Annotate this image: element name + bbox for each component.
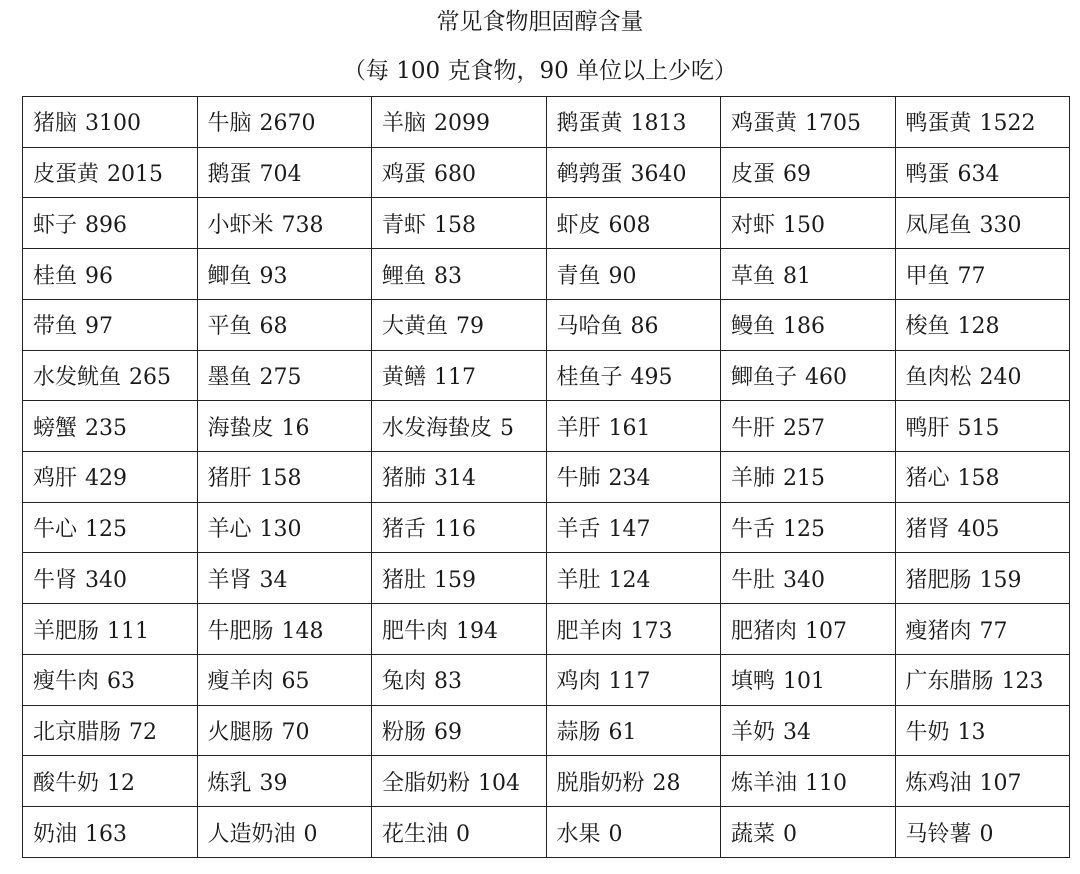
food-cell [197,756,372,807]
food-cell [23,452,198,503]
food-cell [23,249,198,300]
food-cell [895,654,1070,705]
food-name: 猪肾 [905,517,950,543]
cholesterol-value: 68 [259,314,288,340]
food-cell [372,299,547,350]
food-name: 羊肾 [207,567,252,593]
food-cell [546,705,721,756]
cholesterol-value: 608 [608,212,651,238]
cholesterol-value: 117 [434,364,477,390]
food-cell [546,654,721,705]
food-name: 螃蟹 [33,415,78,441]
cholesterol-value: 96 [85,263,114,289]
food-cell [895,452,1070,503]
cholesterol-value: 16 [281,415,310,441]
food-cell [197,350,372,401]
food-cell [372,502,547,553]
cholesterol-value: 79 [456,314,485,340]
food-cell [372,198,547,249]
cholesterol-value: 97 [85,314,114,340]
cholesterol-value: 0 [456,821,471,847]
food-name: 水发海蛰皮 [382,415,493,441]
cholesterol-value: 215 [783,466,826,492]
food-name: 肥牛肉 [382,618,449,644]
food-name: 带鱼 [33,314,78,340]
food-cell [197,654,372,705]
food-name: 鸭肝 [905,415,950,441]
food-cell [197,299,372,350]
food-name: 羊肚 [556,567,601,593]
cholesterol-value: 81 [783,263,812,289]
food-name: 羊肝 [556,415,601,441]
food-cell [546,198,721,249]
table-row [23,147,1070,198]
food-name: 瘦牛肉 [33,669,100,695]
cholesterol-value: 90 [608,263,637,289]
food-name: 鲤鱼 [382,263,427,289]
food-name: 奶油 [33,821,78,847]
food-name: 水果 [556,821,601,847]
cholesterol-value: 158 [957,466,1000,492]
food-cell [546,147,721,198]
cholesterol-value: 330 [979,212,1022,238]
cholesterol-value: 111 [107,618,150,644]
cholesterol-value: 275 [259,364,302,390]
food-cell [895,604,1070,655]
food-name: 青虾 [382,212,427,238]
table-row [23,654,1070,705]
table-row [23,604,1070,655]
food-cell [197,452,372,503]
food-name: 牛心 [33,517,78,543]
cholesterol-value: 704 [259,162,302,188]
cholesterol-value: 495 [630,364,673,390]
table-row [23,249,1070,300]
food-name: 鲫鱼 [207,263,252,289]
food-name: 填鸭 [731,669,776,695]
food-cell [372,147,547,198]
food-name: 火腿肠 [207,719,274,745]
food-name: 猪肺 [382,466,427,492]
food-cell [23,756,198,807]
food-name: 花生油 [382,821,449,847]
cholesterol-value: 83 [434,263,463,289]
cholesterol-value: 150 [783,212,826,238]
cholesterol-value: 12 [107,770,136,796]
food-name: 蔬菜 [731,821,776,847]
cholesterol-value: 429 [85,466,128,492]
food-cell [546,807,721,858]
food-name: 猪肥肠 [905,567,972,593]
food-cell [895,147,1070,198]
food-cell [721,502,896,553]
food-cell [372,401,547,452]
food-name: 肥猪肉 [731,618,798,644]
food-cell [197,705,372,756]
food-cell [546,553,721,604]
cholesterol-value: 39 [259,770,288,796]
food-name: 广东腊肠 [905,669,994,695]
food-name: 脱脂奶粉 [556,770,645,796]
food-cell [721,553,896,604]
cholesterol-value: 163 [85,821,128,847]
cholesterol-value: 0 [783,821,798,847]
food-cell [546,502,721,553]
food-name: 牛肥肠 [207,618,274,644]
food-cell [372,756,547,807]
food-name: 羊肺 [731,466,776,492]
cholesterol-value: 69 [434,719,463,745]
food-cell [546,452,721,503]
table-row [23,350,1070,401]
cholesterol-value: 2099 [434,111,491,137]
food-cell [23,807,198,858]
food-cell [895,553,1070,604]
cholesterol-value: 194 [456,618,499,644]
food-name: 黄鳝 [382,364,427,390]
cholesterol-value: 69 [783,162,812,188]
table-row [23,299,1070,350]
food-cell [721,604,896,655]
food-cell [372,604,547,655]
food-cell [372,249,547,300]
food-cell [546,756,721,807]
food-name: 猪心 [905,466,950,492]
food-name: 鹌鹑蛋 [556,162,623,188]
cholesterol-value: 86 [630,314,659,340]
cholesterol-value: 125 [783,517,826,543]
food-cell [372,452,547,503]
food-cell [721,705,896,756]
cholesterol-value: 128 [957,314,1000,340]
food-cell [23,350,198,401]
food-name: 海蛰皮 [207,415,274,441]
food-cell [546,97,721,148]
food-name: 牛肺 [556,466,601,492]
food-cell [23,198,198,249]
food-cell [23,401,198,452]
food-cell [197,147,372,198]
cholesterol-value: 13 [957,719,986,745]
cholesterol-value: 34 [259,567,288,593]
food-name: 虾子 [33,212,78,238]
food-name: 羊心 [207,517,252,543]
food-name: 牛肾 [33,567,78,593]
cholesterol-value: 1522 [979,111,1036,137]
food-name: 鳗鱼 [731,314,776,340]
food-name: 牛脑 [207,111,252,137]
cholesterol-value: 110 [805,770,848,796]
food-cell [372,553,547,604]
cholesterol-value: 634 [957,162,1000,188]
food-name: 凤尾鱼 [905,212,972,238]
food-cell [197,401,372,452]
cholesterol-value: 158 [259,466,302,492]
food-name: 猪脑 [33,111,78,137]
cholesterol-table [22,96,1070,858]
food-name: 鸡肉 [556,669,601,695]
cholesterol-value: 34 [783,719,812,745]
food-cell [721,97,896,148]
food-name: 瘦羊肉 [207,669,274,695]
food-cell [197,249,372,300]
food-cell [895,249,1070,300]
cholesterol-value: 159 [434,567,477,593]
cholesterol-value: 240 [979,364,1022,390]
food-name: 水发鱿鱼 [33,364,122,390]
table-row [23,756,1070,807]
cholesterol-value: 0 [608,821,623,847]
food-cell [721,452,896,503]
cholesterol-value: 148 [281,618,324,644]
cholesterol-value: 1705 [805,111,862,137]
cholesterol-value: 161 [608,415,651,441]
food-name: 草鱼 [731,263,776,289]
food-cell [197,807,372,858]
food-name: 肥羊肉 [556,618,623,644]
page-subtitle: （每 100 克食物，90 单位以上少吃） [342,58,738,84]
food-name: 鸡蛋黄 [731,111,798,137]
food-name: 鲫鱼子 [731,364,798,390]
food-cell [721,756,896,807]
food-cell [23,654,198,705]
food-name: 甲鱼 [905,263,950,289]
food-cell [197,553,372,604]
food-cell [23,502,198,553]
table-row [23,502,1070,553]
food-cell [546,249,721,300]
food-name: 羊肥肠 [33,618,100,644]
cholesterol-value: 117 [608,669,651,695]
cholesterol-value: 63 [107,669,136,695]
food-cell [546,350,721,401]
food-cell [721,807,896,858]
food-cell [721,198,896,249]
food-name: 兔肉 [382,669,427,695]
food-cell [372,705,547,756]
cholesterol-value: 234 [608,466,651,492]
food-name: 炼乳 [207,770,252,796]
food-cell [372,350,547,401]
food-name: 牛肚 [731,567,776,593]
food-cell [23,299,198,350]
cholesterol-value: 93 [259,263,288,289]
food-cell [546,299,721,350]
table-row [23,705,1070,756]
table-row [23,807,1070,858]
cholesterol-value: 28 [652,770,681,796]
food-name: 鸡蛋 [382,162,427,188]
food-cell [721,654,896,705]
cholesterol-value: 0 [979,821,994,847]
cholesterol-value: 107 [979,770,1022,796]
food-cell [23,97,198,148]
food-name: 青鱼 [556,263,601,289]
cholesterol-value: 460 [805,364,848,390]
cholesterol-value: 101 [783,669,826,695]
food-cell [372,97,547,148]
food-cell [721,350,896,401]
food-name: 羊奶 [731,719,776,745]
cholesterol-value: 116 [434,517,477,543]
cholesterol-value: 2670 [259,111,316,137]
cholesterol-value: 159 [979,567,1022,593]
food-cell [197,198,372,249]
food-name: 鹅蛋 [207,162,252,188]
cholesterol-value: 265 [129,364,172,390]
food-name: 炼羊油 [731,770,798,796]
food-name: 墨鱼 [207,364,252,390]
food-cell [895,198,1070,249]
cholesterol-value: 2015 [107,162,164,188]
cholesterol-value: 107 [805,618,848,644]
food-name: 平鱼 [207,314,252,340]
food-name: 全脂奶粉 [382,770,471,796]
food-name: 北京腊肠 [33,719,122,745]
table-row [23,198,1070,249]
food-cell [895,756,1070,807]
cholesterol-value: 158 [434,212,477,238]
food-name: 羊舌 [556,517,601,543]
food-name: 炼鸡油 [905,770,972,796]
food-name: 人造奶油 [207,821,296,847]
food-cell [721,147,896,198]
cholesterol-value: 5 [500,415,515,441]
cholesterol-value: 3100 [85,111,142,137]
cholesterol-value: 77 [957,263,986,289]
food-cell [197,604,372,655]
food-cell [895,807,1070,858]
food-name: 鱼肉松 [905,364,972,390]
page-title: 常见食物胆固醇含量 [436,9,644,35]
cholesterol-value: 83 [434,669,463,695]
food-name: 牛舌 [731,517,776,543]
food-cell [197,97,372,148]
cholesterol-value: 147 [608,517,651,543]
cholesterol-value: 186 [783,314,826,340]
food-cell [23,604,198,655]
food-name: 牛奶 [905,719,950,745]
food-name: 鸭蛋 [905,162,950,188]
cholesterol-value: 130 [259,517,302,543]
table-row [23,553,1070,604]
table-row [23,97,1070,148]
food-cell [721,299,896,350]
cholesterol-value: 77 [979,618,1008,644]
cholesterol-value: 0 [303,821,318,847]
food-cell [895,502,1070,553]
food-name: 鸡肝 [33,466,78,492]
food-name: 酸牛奶 [33,770,100,796]
cholesterol-value: 104 [478,770,521,796]
cholesterol-value: 314 [434,466,477,492]
food-cell [895,401,1070,452]
cholesterol-value: 70 [281,719,310,745]
food-name: 小虾米 [207,212,274,238]
food-name: 羊脑 [382,111,427,137]
cholesterol-value: 173 [630,618,673,644]
food-cell [23,553,198,604]
cholesterol-value: 65 [281,669,310,695]
cholesterol-value: 124 [608,567,651,593]
food-name: 马铃薯 [905,821,972,847]
food-cell [546,401,721,452]
food-cell [23,705,198,756]
food-name: 桂鱼 [33,263,78,289]
table-row [23,452,1070,503]
food-name: 牛肝 [731,415,776,441]
food-cell [895,350,1070,401]
table-row [23,401,1070,452]
cholesterol-value: 515 [957,415,1000,441]
cholesterol-value: 405 [957,517,1000,543]
cholesterol-value: 680 [434,162,477,188]
food-name: 皮蛋 [731,162,776,188]
table-body [23,97,1070,858]
cholesterol-value: 123 [1001,669,1044,695]
food-name: 对虾 [731,212,776,238]
food-name: 猪舌 [382,517,427,543]
food-name: 梭鱼 [905,314,950,340]
food-cell [372,654,547,705]
food-name: 鹅蛋黄 [556,111,623,137]
cholesterol-value: 3640 [630,162,687,188]
food-name: 马哈鱼 [556,314,623,340]
food-cell [197,502,372,553]
cholesterol-value: 235 [85,415,128,441]
food-name: 粉肠 [382,719,427,745]
food-cell [721,401,896,452]
food-cell [895,299,1070,350]
cholesterol-value: 738 [281,212,324,238]
food-name: 大黄鱼 [382,314,449,340]
cholesterol-value: 61 [608,719,637,745]
cholesterol-value: 340 [783,567,826,593]
food-cell [895,705,1070,756]
food-cell [721,249,896,300]
food-cell [372,807,547,858]
food-cell [23,147,198,198]
cholesterol-value: 257 [783,415,826,441]
food-name: 桂鱼子 [556,364,623,390]
cholesterol-value: 1813 [630,111,687,137]
food-name: 皮蛋黄 [33,162,100,188]
cholesterol-value: 340 [85,567,128,593]
food-name: 猪肝 [207,466,252,492]
food-name: 鸭蛋黄 [905,111,972,137]
food-cell [895,97,1070,148]
food-name: 蒜肠 [556,719,601,745]
cholesterol-value: 72 [129,719,158,745]
food-name: 瘦猪肉 [905,618,972,644]
cholesterol-value: 125 [85,517,128,543]
food-name: 猪肚 [382,567,427,593]
food-name: 虾皮 [556,212,601,238]
cholesterol-value: 896 [85,212,128,238]
food-cell [546,604,721,655]
